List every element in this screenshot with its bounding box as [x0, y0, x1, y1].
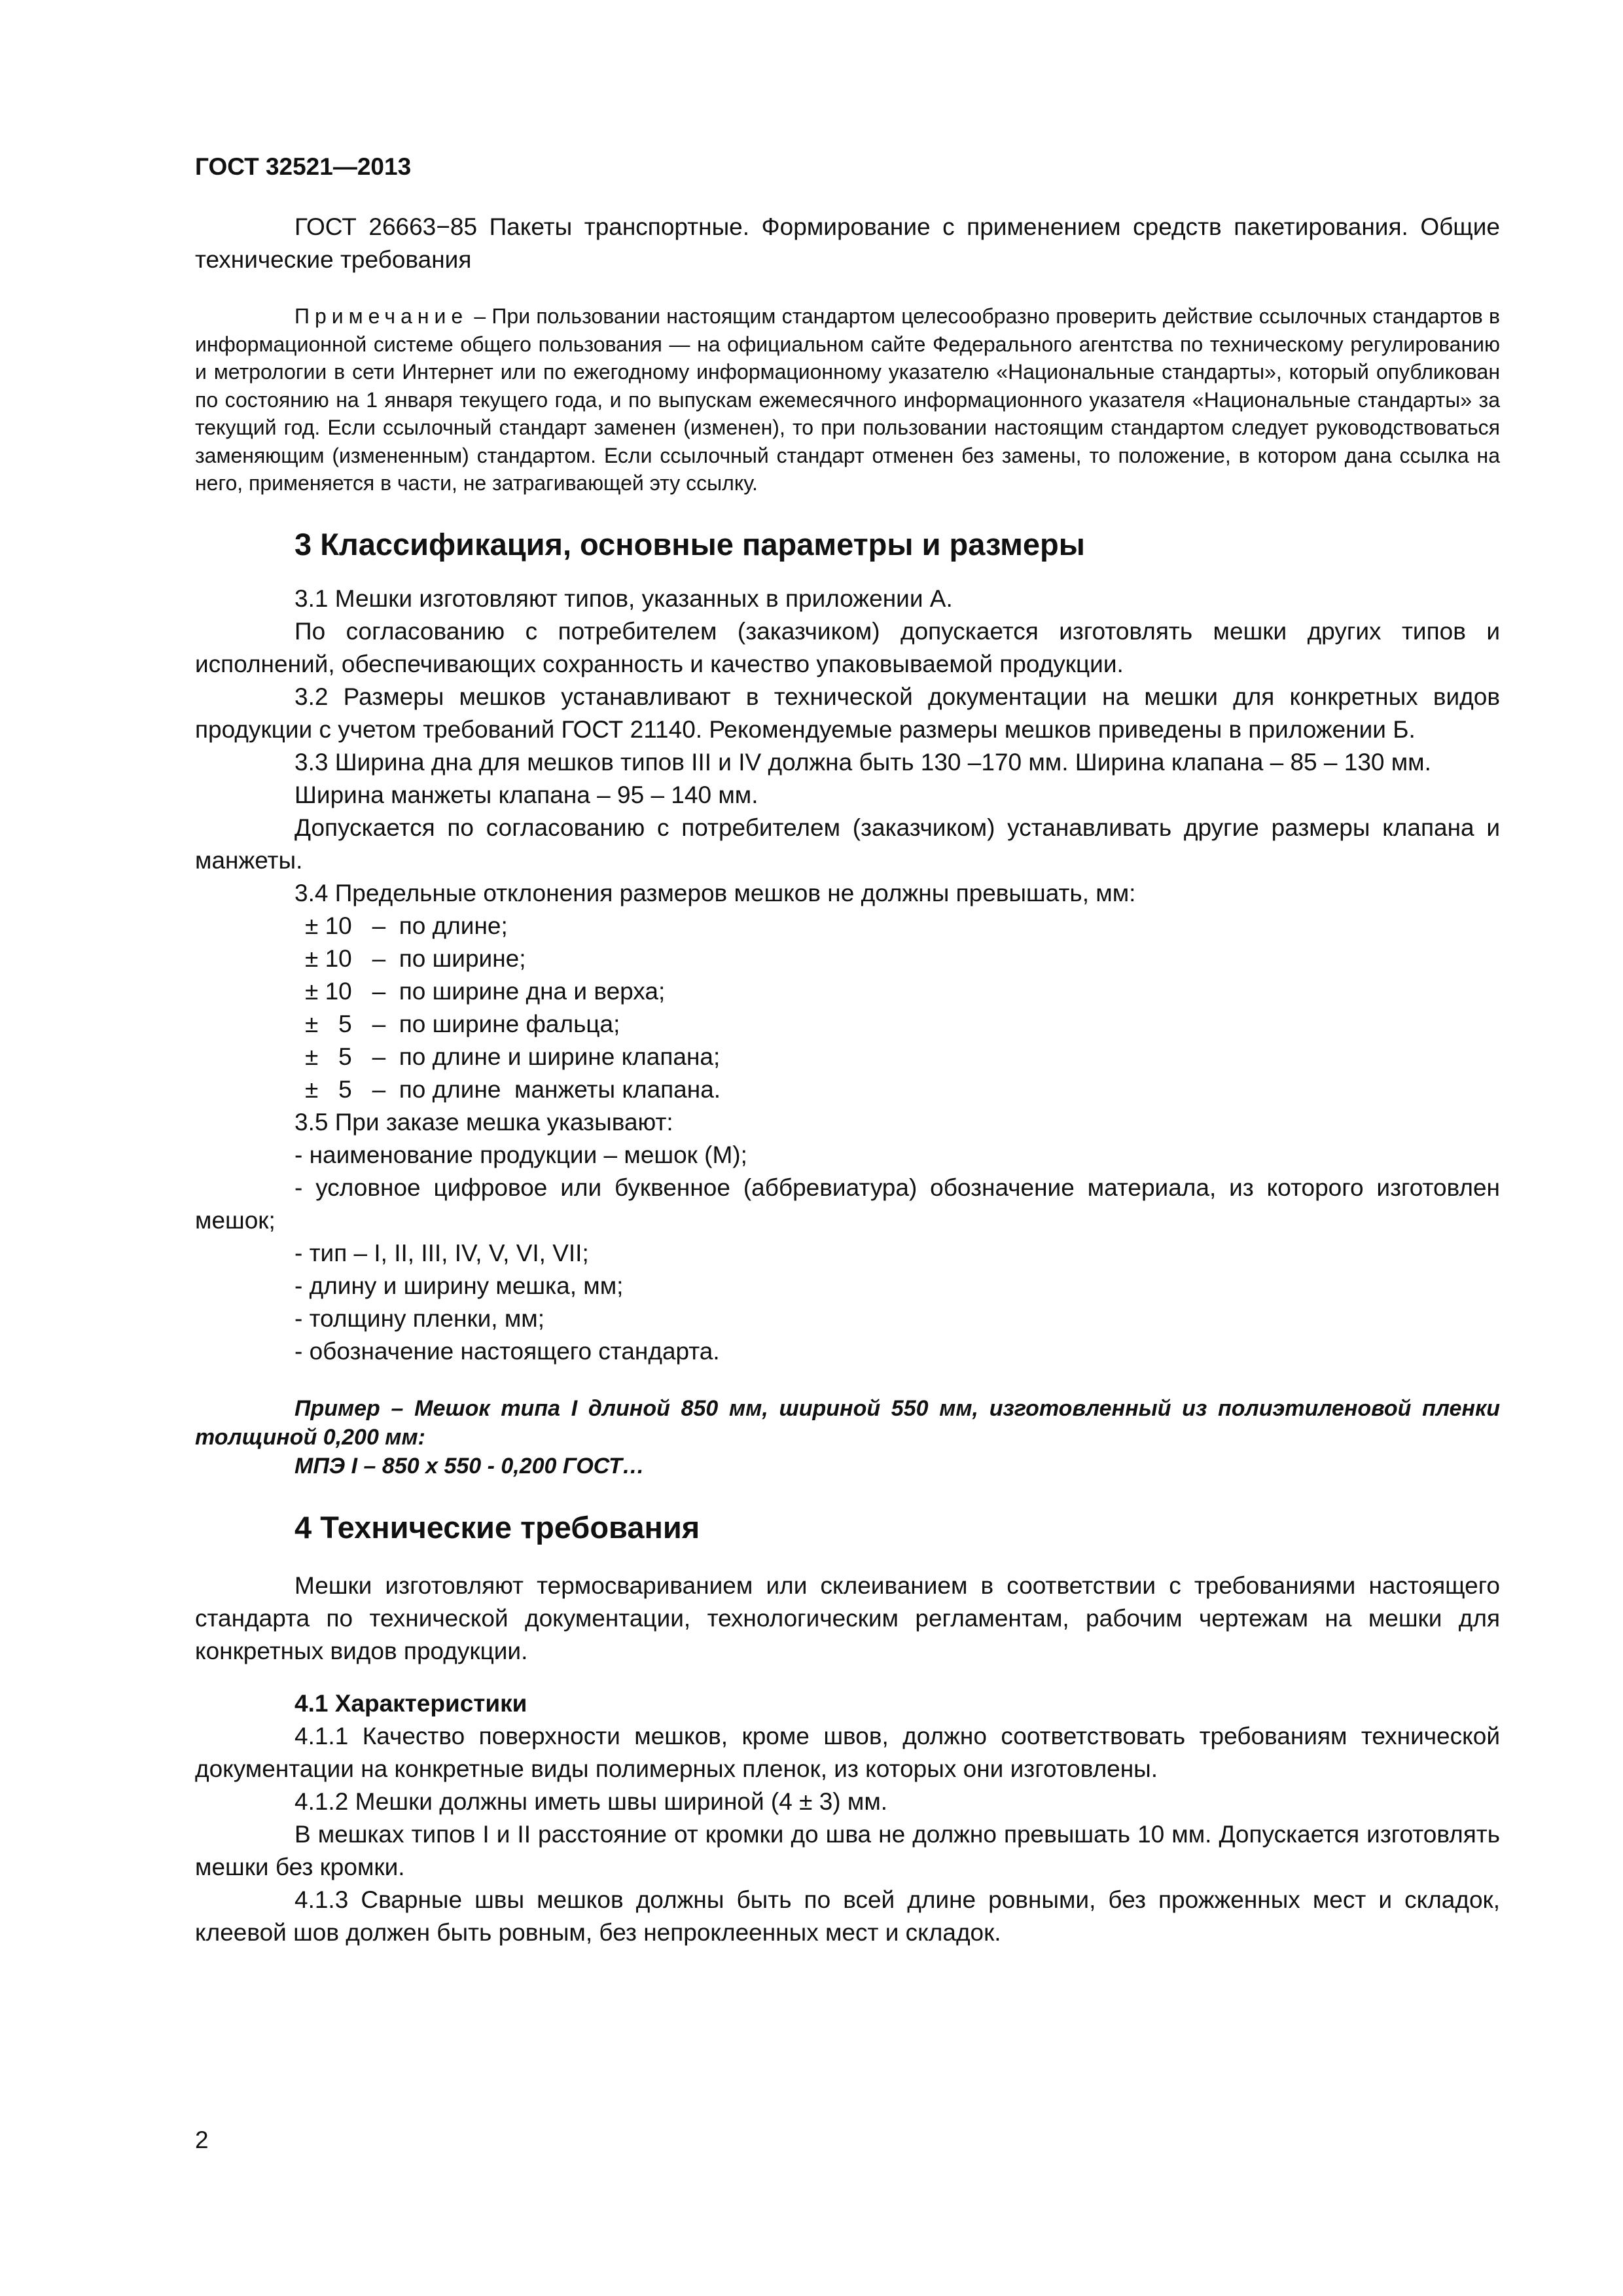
- clause-3-5: 3.5 При заказе мешка указывают:: [294, 1108, 673, 1136]
- clause-4-1-2: 4.1.2 Мешки должны иметь швы шириной (4 ± 3) мм.: [294, 1787, 888, 1815]
- note-paragraph: [195, 302, 1500, 497]
- tolerance-item: ± 5 – по длине и ширине клапана;: [305, 1043, 721, 1070]
- clause-3-4: 3.4 Предельные отклонения размеров мешков не должны превышать, мм:: [294, 879, 1136, 906]
- clause-4-1-2-continued: В мешках типов I и II расстояние от кромки до шва не должно превышать 10 мм. Допускается изготовлять мешки без кромки.: [195, 1820, 1500, 1880]
- subsection-4-1-title: 4.1 Характеристики: [294, 1689, 527, 1717]
- order-item: - наименование продукции – мешок (М);: [294, 1141, 747, 1168]
- tolerance-item: ± 5 – по длине манжеты клапана.: [305, 1075, 721, 1103]
- order-items-list: [195, 1139, 1500, 1368]
- note-label: Примечание: [294, 304, 469, 328]
- clause-3-3-cuff-width: Ширина манжеты клапана – 95 – 140 мм.: [294, 781, 758, 808]
- clause-3-3: 3.3 Ширина дна для мешков типов III и IV должна быть 130 –170 мм. Ширина клапана – 85 – 130 мм.: [294, 748, 1431, 776]
- clause-4-1-3: 4.1.3 Сварные швы мешков должны быть по всей длине ровными, без прожженных мест и складок, клеевой шов должен быть ровным, без непроклеенных мест и складок.: [195, 1886, 1500, 1946]
- ref-gost-26663: ГОСТ 26663−85 Пакеты транспортные. Формирование с применением средств пакетирования. Общие технические требования: [195, 213, 1500, 273]
- note-text: – При пользовании настоящим стандартом целесообразно проверить действие ссылочных стандартов в информационной системе общего пользования — на официальном сайте Федерального агентства по техническому регулированию и метрологии в сети Интернет или по ежегодному информационному указателю «Национальные стандарты», который опубликован по состоянию на 1 января текущего года, и по выпускам ежемесячного информационного указателя «Национальные стандарты» за текущий год. Если ссылочный стандарт заменен (изменен), то при пользовании настоящим стандартом следует руководствоваться заменяющим (измененным) стандартом. Если ссылочный стандарт отменен без замены, то положение, в котором дана ссылка на него, применяется в части, не затрагивающей эту ссылку.: [195, 304, 1500, 495]
- section-3-title: 3 Классификация, основные параметры и размеры: [294, 526, 1085, 562]
- order-item: - длину и ширину мешка, мм;: [294, 1272, 624, 1299]
- clause-3-1-continued: По согласованию с потребителем (заказчиком) допускается изготовлять мешки других типов и исполнений, обеспечивающих сохранность и качество упаковываемой продукции.: [195, 617, 1500, 677]
- tolerance-item: ± 10 – по длине;: [305, 912, 508, 939]
- section-4-title: 4 Технические требования: [294, 1509, 700, 1545]
- document-header: ГОСТ 32521—2013: [195, 153, 412, 180]
- clause-4-1-1: 4.1.1 Качество поверхности мешков, кроме швов, должно соответствовать требованиям технической документации на конкретные виды полимерных пленок, из которых они изготовлены.: [195, 1722, 1500, 1782]
- order-item: - тип – I, II, III, IV, V, VI, VII;: [294, 1239, 589, 1266]
- tolerance-item: ± 10 – по ширине дна и верха;: [305, 977, 666, 1005]
- document-page: [195, 151, 1500, 1949]
- clause-3-1: 3.1 Мешки изготовляют типов, указанных в приложении А.: [294, 584, 953, 612]
- tolerance-item: ± 5 – по ширине фальца;: [305, 1010, 620, 1037]
- example-designation: МПЭ I – 850 х 550 - 0,200 ГОСТ…: [294, 1453, 645, 1479]
- order-item: - условное цифровое или буквенное (аббревиатура) обозначение материала, из которого изготовлен мешок;: [195, 1174, 1500, 1234]
- tolerance-list: [195, 910, 1500, 1106]
- example-text: Пример – Мешок типа I длиной 850 мм, шириной 550 мм, изготовленный из полиэтиленовой пленки толщиной 0,200 мм:: [195, 1395, 1500, 1450]
- section-4-intro: Мешки изготовляют термосвариванием или склеиванием в соответствии с требованиями настоящего стандарта по технической документации, технологическим регламентам, рабочим чертежам на мешки для конкретных видов продукции.: [195, 1571, 1500, 1664]
- page-number: 2: [195, 2126, 209, 2153]
- order-item: - толщину пленки, мм;: [294, 1304, 545, 1332]
- clause-3-2: 3.2 Размеры мешков устанавливают в технической документации на мешки для конкретных видов продукции с учетом требований ГОСТ 21140. Рекомендуемые размеры мешков приведены в приложении Б.: [195, 683, 1500, 743]
- clause-3-3-agreement: Допускается по согласованию с потребителем (заказчиком) устанавливать другие размеры клапана и манжеты.: [195, 814, 1500, 874]
- tolerance-item: ± 10 – по ширине;: [305, 944, 526, 972]
- order-item: - обозначение настоящего стандарта.: [294, 1337, 720, 1365]
